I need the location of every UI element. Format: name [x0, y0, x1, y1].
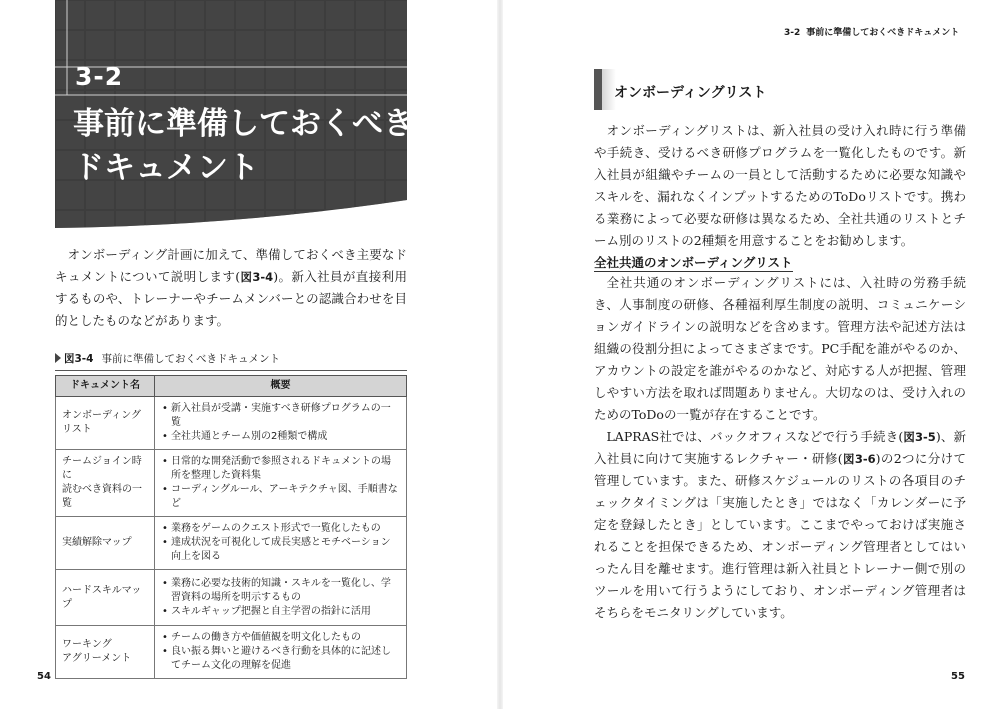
- document-name-cell: チームジョイン時に 読むべき資料の一覧: [56, 450, 155, 517]
- summary-cell: [155, 626, 407, 679]
- body-paragraph: [594, 426, 966, 624]
- running-header-section: 3-2: [784, 28, 801, 38]
- page-number-right: 55: [951, 671, 965, 682]
- summary-item: • 日常的な開発活動で参照されるドキュメントの場所を整理した資料集: [171, 455, 400, 483]
- summary-list: [161, 631, 400, 673]
- summary-list: [161, 455, 400, 511]
- section-heading-text: オンボーディングリスト: [614, 85, 767, 101]
- document-name-cell: オンボーディング リスト: [56, 397, 155, 450]
- subsection-heading-text: 全社共通のオンボーディングリスト: [594, 255, 793, 270]
- table-row: [56, 517, 407, 570]
- summary-cell: [155, 397, 407, 450]
- table-row: [56, 397, 407, 450]
- section-heading: [594, 69, 966, 110]
- chapter-title: [73, 102, 414, 190]
- summary-cell: [155, 450, 407, 517]
- chapter-title-line: 事前に準備しておくべき: [73, 106, 414, 142]
- intro-text: オンボーディングリストは、新入社員の受け入れ時に行う準備や手続き、受けるべき研修プログラムを一覧化したものです。新入社員が組織やチームの一員として活動するために必要な知識やスキルを、漏れなくインプットするためのToDoリストです。携わる業務によって必要な研修は異なるため、全社共通のリストとチーム別のリストの2種類を用意することをお勧めします。: [594, 123, 966, 248]
- left-intro-paragraph: [55, 244, 407, 332]
- column-header: 概要: [155, 376, 407, 397]
- summary-cell: [155, 517, 407, 570]
- running-header-title: 事前に準備しておくべきドキュメント: [806, 28, 960, 38]
- body-text: )の2つに分けて管理しています。また、研修スケジュールのリストの各項目のチェックタイミングは「実施したとき」ではなく「カレンダーに予定を登録したとき」としています。ここまでやっておけば実施されることを担保できるため、オンボーディング管理者としてはいったん目を離せます。進行管理は新入社員とトレーナー側で別のツールを用いて行うようにしており、オンボーディング管理者はそちらをモニタリングしています。: [594, 451, 966, 620]
- heading-bar: [594, 69, 602, 110]
- figure-ref: 図3-6: [842, 452, 876, 466]
- figure-ref: 図3-4: [240, 270, 274, 284]
- summary-item: • 業務をゲームのクエスト形式で一覧化したもの: [171, 522, 400, 536]
- chapter-header: [55, 0, 414, 228]
- summary-item: • 良い振る舞いと避けるべき行動を具体的に記述してチーム文化の理解を促進: [171, 645, 400, 673]
- summary-item: • コーディングルール、アーキテクチャ図、手順書など: [171, 483, 400, 511]
- table-row: [56, 450, 407, 517]
- page-number-left: 54: [37, 671, 51, 682]
- summary-item: • チームの働き方や価値観を明文化したもの: [171, 631, 400, 645]
- body-text: )、新入社員に向けて実施するレクチャー・研修(: [594, 429, 966, 466]
- documents-table: [55, 375, 407, 679]
- document-name-cell: 実績解除マップ: [56, 517, 155, 570]
- summary-list: [161, 522, 400, 564]
- intro-text: )。新入社員が直接利用するものや、トレーナーやチームメンバーとの認識合わせを目的としたものなどがあります。: [55, 269, 407, 328]
- figure-title: 事前に準備しておくべきドキュメント: [101, 353, 280, 365]
- running-header: [784, 25, 964, 38]
- figure-label: 図3-4: [64, 353, 94, 365]
- body-paragraph: 全社共通のオンボーディングリストには、入社時の労務手続き、人事制度の研修、各種福利厚生制度の説明、コミュニケーションガイドラインの説明などを含めます。管理方法や記述方法は組織の役割分担によってさまざまです。PC手配を誰がやるのか、アカウントの設定を誰がやるのかなど、対応する人が把握、管理しやすい方法を取れば問題ありません。大切なのは、受け入れのためのToDoの一覧が存在することです。: [594, 275, 966, 422]
- summary-item: • 新入社員が受講・実施すべき研修プログラムの一覧: [171, 402, 400, 430]
- right-body-text: [594, 272, 966, 624]
- summary-item: • スキルギャップ把握と自主学習の指針に活用: [171, 605, 400, 619]
- table-header-row: [56, 376, 407, 397]
- summary-cell: [155, 570, 407, 626]
- right-intro-paragraph: [594, 120, 966, 252]
- figure-caption: [55, 351, 407, 371]
- book-gutter: [497, 0, 503, 709]
- table-row: [56, 626, 407, 679]
- section-number: 3-2: [75, 62, 124, 91]
- table-row: [56, 570, 407, 626]
- caption-triangle-icon: [55, 353, 61, 363]
- subsection-heading: [594, 253, 966, 271]
- figure-ref: 図3-5: [903, 430, 936, 444]
- chapter-title-line: ドキュメント: [73, 150, 259, 186]
- document-name-cell: ワーキング アグリーメント: [56, 626, 155, 679]
- summary-item: • 業務に必要な技術的知識・スキルを一覧化し、学習資料の場所を明示するもの: [171, 577, 400, 605]
- intro-text: オンボーディング計画に加えて、準備しておくべき主要なドキュメントについて説明します(: [55, 247, 407, 284]
- summary-list: [161, 402, 400, 444]
- document-name-cell: ハードスキルマップ: [56, 570, 155, 626]
- summary-item: • 達成状況を可視化して成長実感とモチベーション向上を図る: [171, 536, 400, 564]
- body-text: LAPRAS社では、バックオフィスなどで行う手続き(: [606, 429, 904, 444]
- summary-list: [161, 577, 400, 619]
- summary-item: • 全社共通とチーム別の2種類で構成: [171, 430, 400, 444]
- column-header: ドキュメント名: [56, 376, 155, 397]
